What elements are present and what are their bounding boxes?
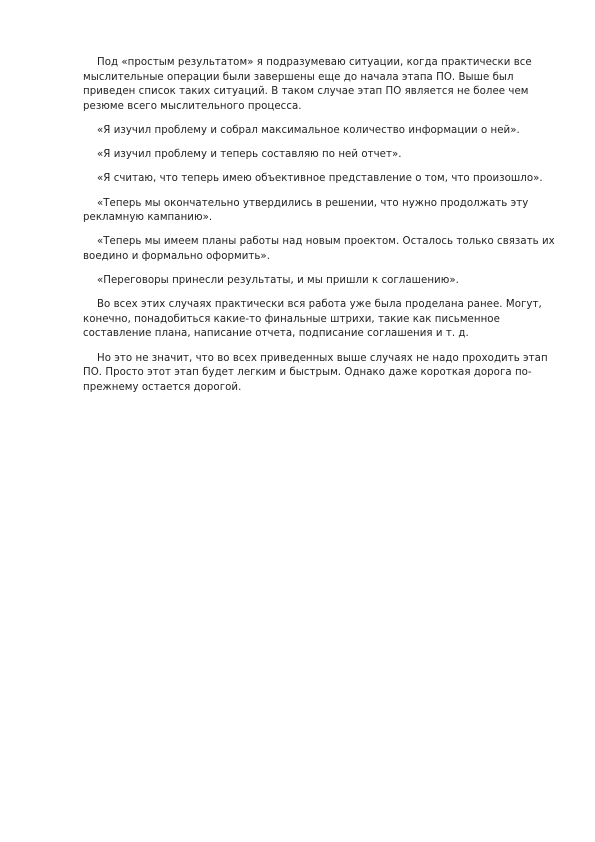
quote-objective-view: «Я считаю, что теперь имею объективное представление о том, что произошло». [97, 173, 543, 185]
paragraph-short-road: Но это не значит, что во всех приведенных выше случаях не надо проходить этап ПО. Просто этот этап будет легким и быстрым. Однако даже короткая дорога по-прежнему остается дорогой. [83, 352, 548, 393]
quote-new-project-plans: «Теперь мы имеем планы работы над новым проектом. Осталось только связать их воедино и формально оформить». [83, 236, 555, 262]
paragraph-work-done: Во всех этих случаях практически вся работа уже была проделана ранее. Могут, конечно, понадобиться какие-то финальные штрихи, такие как письменное составление плана, написание отчета, подписание соглашения и т. д. [83, 299, 542, 340]
paragraph-simple-result: Под «простым результатом» я подразумеваю ситуации, когда практически все мыслительные операции были завершены еще до начала этапа ПО. Выше был приведен список таких ситуаций. В таком случае этап ПО является не более чем резюме всего мыслительного процесса. [83, 57, 532, 112]
quote-ad-campaign: «Теперь мы окончательно утвердились в решении, что нужно продолжать эту рекламную кампанию». [83, 197, 529, 224]
quote-studied-problem-info: «Я изучил проблему и собрал максимальное количество информации о ней». [97, 124, 520, 136]
quote-negotiations: «Переговоры принесли результаты, и мы пришли к соглашению». [97, 275, 459, 287]
document-body [83, 56, 555, 405]
quote-studied-problem-report: «Я изучил проблему и теперь составляю по ней отчет». [97, 149, 402, 161]
